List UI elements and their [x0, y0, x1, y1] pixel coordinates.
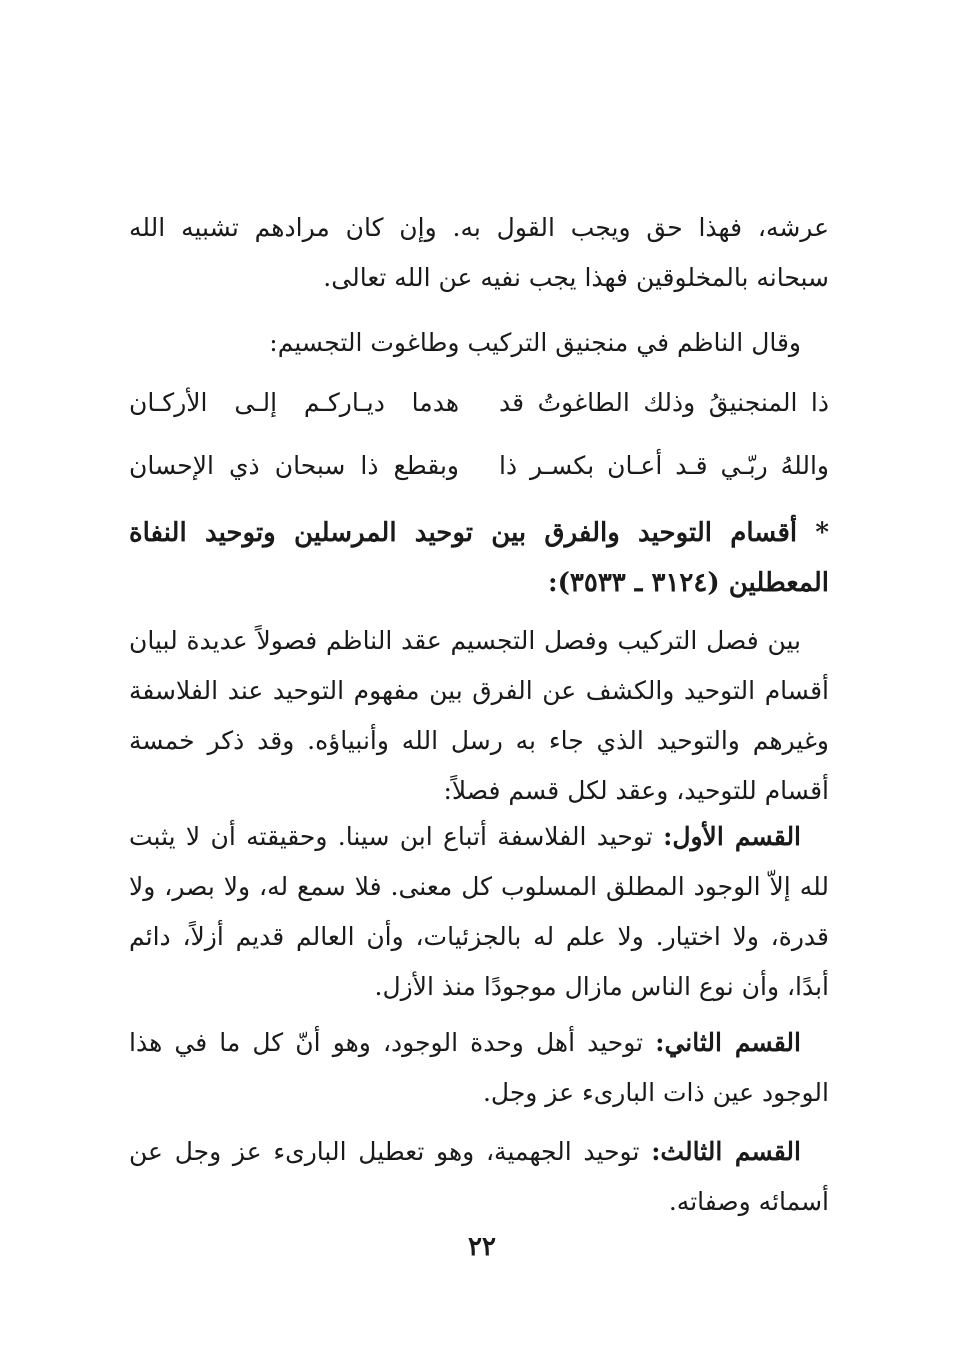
poem-verse-1 [129, 381, 829, 425]
third-division-label: القسم الثالث: [651, 1137, 801, 1166]
verse-2-first-hemistich: واللهُ ربّـي قـد أعـان بكسـر ذا [499, 451, 829, 480]
page-number: ٢٢ [468, 1232, 496, 1262]
second-division-text: توحيد أهل وحدة الوجود، وهو أنّ كل ما في هذا الوجود عين ذات البارىء عز وجل. [129, 1028, 829, 1107]
paragraph-second-division [129, 1018, 829, 1118]
second-division-label: القسم الثاني: [655, 1028, 801, 1057]
first-division-text: توحيد الفلاسفة أتباع ابن سينا. وحقيقته أن لا يثبت لله إلاّ الوجود المطلق المسلوب كل معنى. فلا سمع له، ولا بصر، ولا قدرة، ولا اختيار. ولا علم له بالجزئيات، وأن العالم قديم أزلاً، دائم أبدًا، وأن نوع الناس مازال موجودًا منذ الأزل. [129, 822, 829, 1001]
third-division-text: توحيد الجهمية، وهو تعطيل البارىء عز وجل عن أسمائه وصفاته. [129, 1137, 829, 1216]
paragraph-third-division [129, 1127, 829, 1227]
paragraph-verse-intro: وقال الناظم في منجنيق التركيب وطاغوت التجسيم: [269, 328, 801, 357]
paragraph-intro-divisions: بين فصل التركيب وفصل التجسيم عقد الناظم فصولاً عديدة لبيان أقسام التوحيد والكشف عن الفرق بين مفهوم التوحيد عند الفلاسفة وغيرهم والتوحيد الذي جاء به رسل الله وأنبياؤه. وقد ذكر خمسة أقسام للتوحيد، وعقد لكل قسم فصلاً: [129, 626, 829, 805]
paragraph-continuation: عرشه، فهذا حق ويجب القول به. وإن كان مرادهم تشبيه الله سبحانه بالمخلوقين فهذا يجب نفيه عن الله تعالى. [129, 213, 829, 292]
verse-1-first-hemistich: ذا المنجنيقُ وذلك الطاغوتُ قد [499, 388, 829, 417]
paragraph-first-division [129, 812, 829, 1012]
verse-2-second-hemistich: وبقطع ذا سبحان ذي الإحسان [129, 451, 459, 480]
poem-verse-2 [129, 444, 829, 488]
section-heading: * أقسام التوحيد والفرق بين توحيد المرسلين وتوحيد النفاة المعطلين (٣١٢٤ ـ ٣٥٣٣): [129, 518, 829, 598]
verse-1-second-hemistich: هدما ديـاركـم إلـى الأركـان [129, 388, 459, 417]
first-division-label: القسم الأول: [663, 822, 802, 851]
